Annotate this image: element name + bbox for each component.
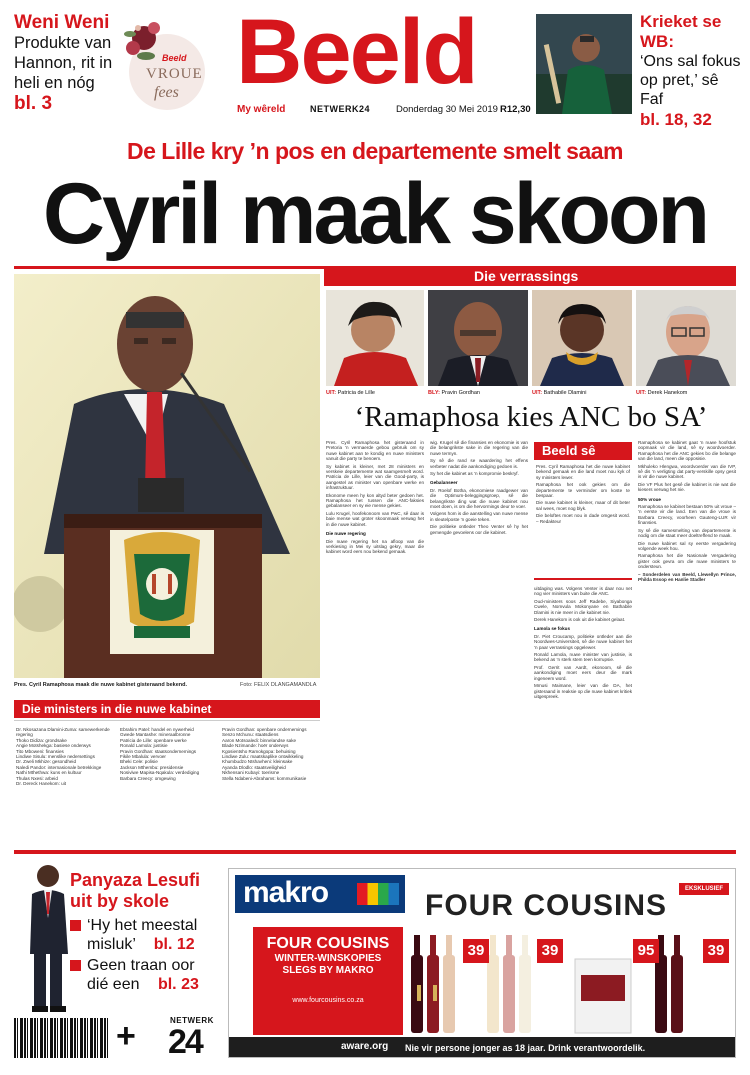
footer-plus: + xyxy=(116,1017,136,1055)
surprise-name-1: Patricia de Lille xyxy=(337,390,375,396)
surprise-photo-1[interactable] xyxy=(326,290,424,386)
minister-28: Ayanda Dlodlo: staatsveiligheid xyxy=(222,764,286,770)
story-col4 xyxy=(638,440,736,844)
editorial-p4: Die beloftes moet nou in dade omgesit word. – Redakteur xyxy=(536,513,630,524)
story-col1 xyxy=(326,440,424,844)
story-col4-p7: Ramaphosa het die Nasionale Vergadering gister ook gevra om die nuwe ministers te ondersteun. xyxy=(638,553,736,570)
masthead-network: NETWERK24 xyxy=(310,104,371,114)
story-col2-p3: Sy het die kabinet as ’n kompromie beskryf. xyxy=(430,471,519,477)
surprise-tag-4: UIT: xyxy=(636,390,647,396)
photo-caption: Pres. Cyril Ramaphosa maak die nuwe kabinet gisteraand bekend. xyxy=(14,682,188,688)
story-col3 xyxy=(534,586,632,844)
surprise-photo-2[interactable] xyxy=(428,290,528,386)
vroue-brand: Beeld xyxy=(162,53,187,63)
story-col3-p7: Mmusi Maimane, leier van die DA, het gisteraand in reaksie op die nuwe kabinet kritiek uitgespreek. xyxy=(534,683,632,699)
editorial-label[interactable]: Beeld sê xyxy=(534,442,632,460)
story-col3-p5: Ronald Lamola, nuwe minister van justisie, is bekend as ’n sterk stem teen korrupsie. xyxy=(534,652,632,663)
ad-price-1: 39 xyxy=(463,939,489,963)
story-col2-p1: wig. Krugel sê die finansies en ekonomie is van die belangrikste sake in die regering van die nuwe termyn. xyxy=(430,440,528,456)
teaser-left[interactable] xyxy=(14,12,118,124)
minister-30: Stella Ndabeni-Abrahams: kommunikasie xyxy=(222,775,307,781)
story-col3-p3: Derek Hanekom is ook uit die kabinet gelaat. xyxy=(534,617,626,623)
story-col4-p1: Ramaphosa se kabinet gaat ’n nuwe hoofstuk oopmaak vir die land, sê sy woordvoerder. Ramaphosa het die ANC gekies bo die belange van die land, meen die opposisie. xyxy=(638,440,736,462)
minister-20: Barbara Creecy: omgewing xyxy=(120,775,176,781)
editorial-box xyxy=(534,462,632,580)
minister-7: Naledi Pandor: internasionale betrekkinge xyxy=(16,764,102,770)
minister-16: Fikile Mbalula: vervoer xyxy=(120,754,166,760)
story-col1-subhead: Die nuwe regering xyxy=(326,531,366,537)
ad-url[interactable]: www.fourcousins.co.za xyxy=(292,997,364,1004)
story-col3-p4: Dr. Piet Croucamp, politieke ontleder aan die Noordwes-Universiteit, sê die nuwe kabinet het ’n paar verrassings opgelewer. xyxy=(534,633,632,650)
ministers-label[interactable]: Die ministers in die nuwe kabinet xyxy=(14,700,320,718)
bottom-teaser[interactable] xyxy=(70,870,220,1010)
ad-price-4: 39 xyxy=(703,939,729,963)
ramaphosa-photo[interactable] xyxy=(14,274,320,678)
lead-headline[interactable]: Cyril maak skoon xyxy=(42,166,708,262)
minister-22: Senzo Mchunu: staatsdiens xyxy=(222,732,279,738)
story-col3-p2: Oud-ministers soos Jeff Radebe, Siyabonga Cwele, Nomvula Mokonyane en Bathabile Dlamini is nie meer in die kabinet nie. xyxy=(534,598,632,615)
teaser-left-heading: Weni Weni xyxy=(14,12,110,33)
story-col4-p4: Ramaphosa se kabinet bestaan 50% uit vroue – ’n eerste vir die land. Een van die vroue is Barbara Creecy, voorheen Gauteng-LUR vir finansies. xyxy=(638,504,736,526)
story-col2-p2: Sy sê die rand se waardering het effens verbeter nadat die aankondiging gedoen is. xyxy=(430,458,528,469)
masthead-price: R12,30 xyxy=(500,104,531,115)
vroue-line2: fees xyxy=(154,84,179,101)
story-col4-subhead: 50% vroue xyxy=(638,496,661,502)
story-col4-p5: Sy sê die samesmelting van departemente is nodig om die staat meer doeltreffend te maak. xyxy=(638,527,736,539)
teaser-right-page: bl. 18, 32 xyxy=(640,110,712,129)
minister-3: Angie Motshekga: basiese onderwys xyxy=(16,743,91,749)
minister-5: Lindiwe Sisulu: menslike nedersettings xyxy=(16,754,95,760)
editorial-p2: Ramaphosa het ook gekies om die departemente te verminder om koste te bespaar. xyxy=(536,482,630,499)
vroue-fees-badge[interactable] xyxy=(124,16,210,120)
story-col3-subhead: Lamola se fokus xyxy=(534,626,570,632)
cricket-player-photo[interactable] xyxy=(536,14,632,114)
ad-exclusive-badge: EKSKLUSIEF xyxy=(679,883,729,895)
minister-11: Ebrahim Patel: handel en nywerheid xyxy=(120,727,194,732)
minister-8: Nathi Mthethwa: kuns en kultuur xyxy=(16,770,82,776)
story-col4-p8: – Sonderdelen van Beeld, Llewellyn Prince, Philda Essop en Hanlie Stadler xyxy=(638,571,736,582)
minister-13: Patricia de Lille: openbare werke xyxy=(120,737,187,743)
surprise-photo-4[interactable] xyxy=(636,290,736,386)
masthead-tagline: My wêreld xyxy=(237,104,286,115)
ministers-col1 xyxy=(16,727,114,839)
ad-box-line3: SLEGS BY MAKRO xyxy=(282,965,374,976)
surprise-name-2: Pravin Gordhan xyxy=(441,390,480,396)
bottom-teaser-item1-text: ‘Hy het meestal misluk’ xyxy=(87,917,198,953)
surprise-caption-3 xyxy=(532,390,632,396)
surprise-caption-4 xyxy=(636,390,736,396)
minister-21: Pravin Gordhan: openbare ondernemings xyxy=(222,727,307,732)
bullet-square-icon xyxy=(70,920,81,931)
minister-12: Gwede Mantashe: mineraalbronne xyxy=(120,732,191,738)
masthead-title[interactable]: Beeld xyxy=(236,1,477,103)
bottom-teaser-page2: bl. 23 xyxy=(157,976,199,993)
footer-network: NETWERK xyxy=(170,1016,214,1025)
ad-headline: FOUR COUSINS xyxy=(425,889,668,922)
lead-kicker[interactable]: De Lille kry ’n pos en departemente smelt saam xyxy=(127,138,623,164)
teaser-right[interactable] xyxy=(640,12,746,129)
minister-4: Tito Mboweni: finansies xyxy=(16,748,64,754)
story-col2-subhead: Gebalanseer xyxy=(430,480,458,486)
ad-box-line1: FOUR COUSINS xyxy=(266,935,390,952)
minister-15: Pravin Gordhan: staatsondernemings xyxy=(120,748,197,754)
bottom-teaser-item2-text: Geen traan oor dié een xyxy=(87,957,195,993)
makro-brand: makro xyxy=(243,876,329,909)
editorial-p3: Die nuwe kabinet is kleiner, maar of dit beter sal wees, moet nog blyk. xyxy=(536,500,630,511)
bottom-teaser-page1: bl. 12 xyxy=(153,936,195,953)
vroue-line1: VROUE xyxy=(146,66,203,82)
story-col2-p5: Volgens hom is die aanstelling van nuwe mense in sleutelposte ’n goeie teken. xyxy=(430,511,528,522)
story-col3-p6: Prof. Gerrit van Aardt, ekonoom, sê die aankondiging moet eers deur die mark ingeneem word. xyxy=(534,664,632,681)
story-col2 xyxy=(430,440,528,844)
teaser-left-text: Produkte van Hannon, rit in heli en nóg xyxy=(14,34,113,92)
story-col4-p6: Die nuwe kabinet sal sy eerste vergadering volgende week hou. xyxy=(638,540,736,551)
story-col1-p1: Pres. Cyril Ramaphosa het gisteraand in Pretoria ’n vermaerde gebou gebruik om sy nuwe kabinet aan te kondig en nuwe ministers vanuit die party te benoem. xyxy=(326,440,424,462)
bottom-teaser-item2 xyxy=(70,956,220,994)
editorial-p1: Pres. Cyril Ramaphosa het die nuwe kabinet bekend gemaak en die land moet nou kyk of sy ministers lewer. xyxy=(536,464,630,480)
ad-price-3: 95 xyxy=(633,939,659,963)
minister-14: Ronald Lamola: justisie xyxy=(120,743,168,749)
surprise-tag-2: BLY: xyxy=(428,390,440,396)
teaser-right-heading: Krieket se WB: xyxy=(640,12,722,51)
story-col3-p1: uitdaging was. Volgens Venter is daar nou net nog vier ministers van buite die ANC. xyxy=(534,586,632,597)
ad-price-2: 39 xyxy=(537,939,563,963)
minister-9: Thulas Nxesi: arbeid xyxy=(16,775,58,781)
surprises-label[interactable]: Die verrassings xyxy=(324,266,736,286)
masthead-date: Donderdag 30 Mei 2019 xyxy=(396,104,498,115)
minister-18: Jackson Mthembu: presidensie xyxy=(120,764,184,770)
story-headline[interactable]: ‘Ramaphosa kies ANC bo SA’ xyxy=(354,401,708,433)
bottom-teaser-heading: Panyaza Lesufi uit by skole xyxy=(70,870,201,911)
minister-6: Dr. Zweli Mkhize: gesondheid xyxy=(16,759,77,765)
story-col1-p5: Die nuwe regering het na afloop van die verkiesing in Mei sy uitslag gekry, maar die kabinet word eers nou bekend gemaak. xyxy=(326,538,424,555)
makro-ad[interactable] xyxy=(228,868,736,1058)
story-col2-p6: Die politieke ontleder Theo Venter sê hy het gemengde gevoelens oor die kabinet. xyxy=(430,524,528,535)
story-col1-p3: Ekonome meen hy kon altyd beter gedoen het. Ramaphosa het tussen die ANC-faksies gebalanseer en sy eie mense gekies. xyxy=(326,492,424,509)
minister-25: Kgosientsho Ramokgopa: behuising xyxy=(222,748,296,754)
minister-29: Nkhensani Kubayi: toerisme xyxy=(222,770,280,776)
minister-10: Dr. Dereck Hanekom: uit xyxy=(16,781,67,787)
story-col4-p2: Mkhuleko Hlengwa, woordvoerder van die IVP, sê dis ’n verligting dat party-verskille opsy gesit is vir die nuwe kabinet. xyxy=(638,463,736,480)
ministers-box xyxy=(14,720,320,840)
footer-network-num[interactable]: 24 xyxy=(168,1023,202,1061)
story-col1-p2: Sy kabinet is kleiner, met 28 ministers en verskeie departemente wat saamgesmelt word. Patricia de Lille, leier van die Good-party, is aangestel as minister van openbare werke en infrastruktuur. xyxy=(326,463,424,491)
story-col4-p3: Die VF Plus het gesê die kabinet is nie wat die kiesers verwag het nie. xyxy=(638,481,736,493)
story-col1-p4: Lulu Krugel, hoofekonoom van PwC, sê daar is baie mense wat groter skoonmaak verwag het in die nuwe kabinet. xyxy=(326,510,424,527)
ad-offer-box xyxy=(253,927,403,1035)
surprise-caption-1 xyxy=(326,390,424,396)
surprise-tag-1: UIT: xyxy=(326,390,337,396)
minister-26: Lindiwe Zulu: maatskaplike ontwikkeling xyxy=(222,754,304,760)
bullet-square-icon xyxy=(70,960,81,971)
teaser-left-page: bl. 3 xyxy=(14,93,53,114)
bottom-rule xyxy=(14,850,736,854)
ad-aware-logo: aware.org xyxy=(341,1041,389,1052)
minister-1: Dr. Nkosazana Dlamini-Zuma: samewerkende regering xyxy=(16,727,110,738)
minister-2: Thoko Didiza: grondsake xyxy=(16,737,67,743)
surprise-name-4: Derek Hanekom xyxy=(647,390,688,396)
surprise-name-3: Bathabile Dlamini xyxy=(543,390,587,396)
ad-warning: Nie vir persone jonger as 18 jaar. Drink verantwoordelik. xyxy=(405,1043,646,1053)
photo-credit: Foto: FELIX DLANGAMANDLA xyxy=(240,682,317,688)
minister-17: Bheki Cele: polisie xyxy=(120,759,158,765)
ministers-col2 xyxy=(120,727,216,839)
minister-23: Aaron Motsoaledi: binnelandse sake xyxy=(222,737,297,743)
surprise-tag-3: UIT: xyxy=(532,390,543,396)
bottom-teaser-item1 xyxy=(70,916,220,954)
ministers-col3 xyxy=(222,727,318,839)
story-col2-p4: Dr. Roelof Botha, ekonomiese raadgewer van die Optimum-beleggingsgroep, sê die belangrikste ding wat die nuwe kabinet nou moet doen, is om die hervormings deur te voer. xyxy=(430,487,528,510)
surprise-caption-2 xyxy=(428,390,528,396)
minister-19: Nosiviwe Mapisa-Nqakula: verdediging xyxy=(120,770,200,776)
barcode xyxy=(14,1018,110,1058)
teaser-right-text: ‘Ons sal fokus op pret,’ sê Faf xyxy=(640,53,741,108)
minister-27: Khumbudzo Ntshavheni: kleinsake xyxy=(222,759,293,765)
surprise-photo-3[interactable] xyxy=(532,290,632,386)
makro-stripes xyxy=(357,883,399,905)
ad-wine-bottles xyxy=(405,925,735,1035)
ad-box-line2: WINTER-WINSKOPIES xyxy=(274,953,382,964)
minister-24: Blade Nzimande: hoër onderwys xyxy=(222,743,289,749)
